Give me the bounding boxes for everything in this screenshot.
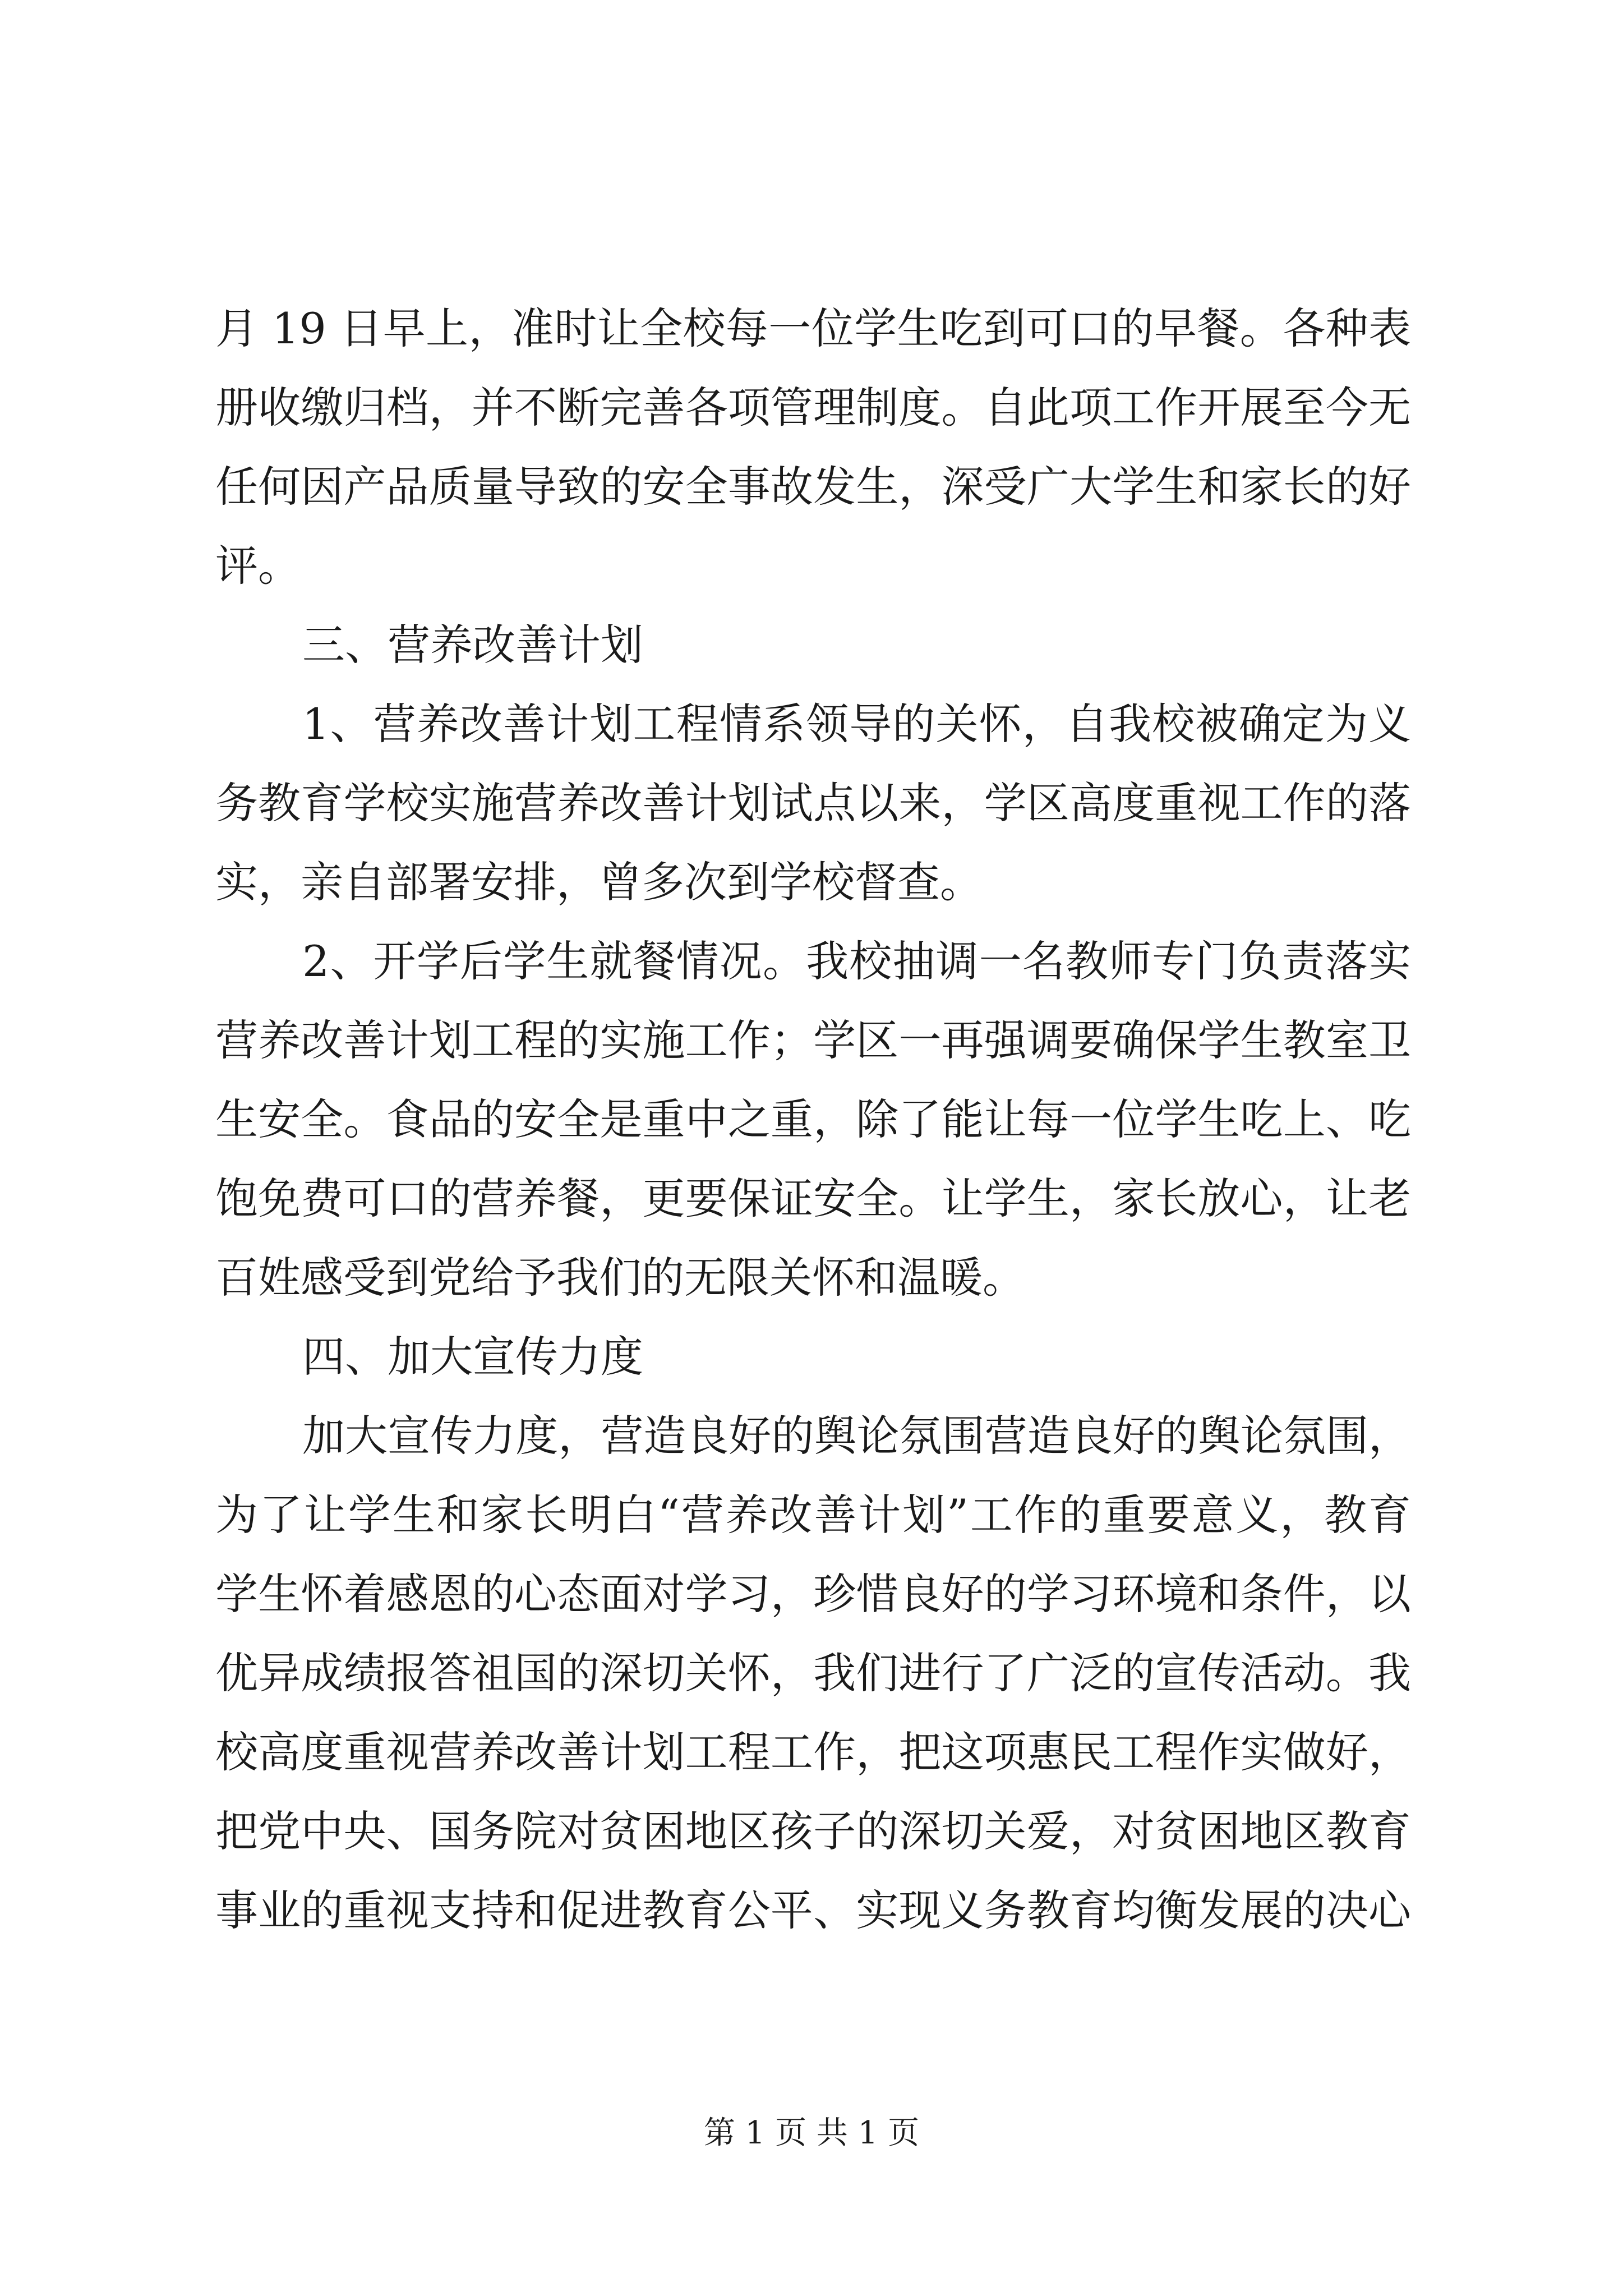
text-line: 四、加大宣传力度 bbox=[302, 1332, 643, 1382]
text-line: 学生怀着感恩的心态面对学习，珍惜良好的学习环境和条件，以 bbox=[215, 1569, 1411, 1619]
text-line: 百姓感受到党给予我们的无限关怀和温暖。 bbox=[215, 1253, 1025, 1303]
page-footer: 第 1 页 共 1 页 bbox=[703, 2115, 920, 2151]
text-line: 营养改善计划工程的实施工作；学区一再强调要确保学生教室卫 bbox=[215, 1015, 1411, 1065]
text-line: 实，亲自部署安排，曾多次到学校督查。 bbox=[215, 857, 983, 907]
text-line: 任何因产品质量导致的安全事故发生，深受广大学生和家长的好 bbox=[215, 462, 1411, 512]
text-line: 事业的重视支持和促进教育公平、实现义务教育均衡发展的决心 bbox=[215, 1885, 1411, 1935]
text-line: 1、营养改善计划工程情系领导的关怀，自我校被确定为义 bbox=[302, 699, 1411, 749]
text-line: 2、开学后学生就餐情况。我校抽调一名教师专门负责落实 bbox=[302, 936, 1411, 986]
text-line: 册收缴归档，并不断完善各项管理制度。自此项工作开展至今无 bbox=[215, 383, 1411, 432]
text-line: 为了让学生和家长明白“营养改善计划”工作的重要意义，教育 bbox=[215, 1490, 1411, 1540]
text-line: 三、营养改善计划 bbox=[302, 620, 643, 670]
text-line: 生安全。食品的安全是重中之重，除了能让每一位学生吃上、吃 bbox=[215, 1094, 1411, 1144]
text-line: 校高度重视营养改善计划工程工作，把这项惠民工程作实做好， bbox=[215, 1727, 1411, 1777]
text-line: 饱免费可口的营养餐，更要保证安全。让学生，家长放心，让老 bbox=[215, 1174, 1411, 1223]
text-line: 优异成绩报答祖国的深切关怀，我们进行了广泛的宣传活动。我 bbox=[215, 1648, 1411, 1698]
text-line: 把党中央、国务院对贫困地区孩子的深切关爱，对贫困地区教育 bbox=[215, 1806, 1411, 1856]
text-line: 加大宣传力度，营造良好的舆论氛围营造良好的舆论氛围， bbox=[302, 1411, 1411, 1461]
text-line: 评。 bbox=[215, 541, 301, 591]
text-line: 月 19 日早上，准时让全校每一位学生吃到可口的早餐。各种表 bbox=[215, 303, 1411, 353]
text-line: 务教育学校实施营养改善计划试点以来，学区高度重视工作的落 bbox=[215, 778, 1411, 828]
document-body bbox=[215, 289, 1411, 1950]
